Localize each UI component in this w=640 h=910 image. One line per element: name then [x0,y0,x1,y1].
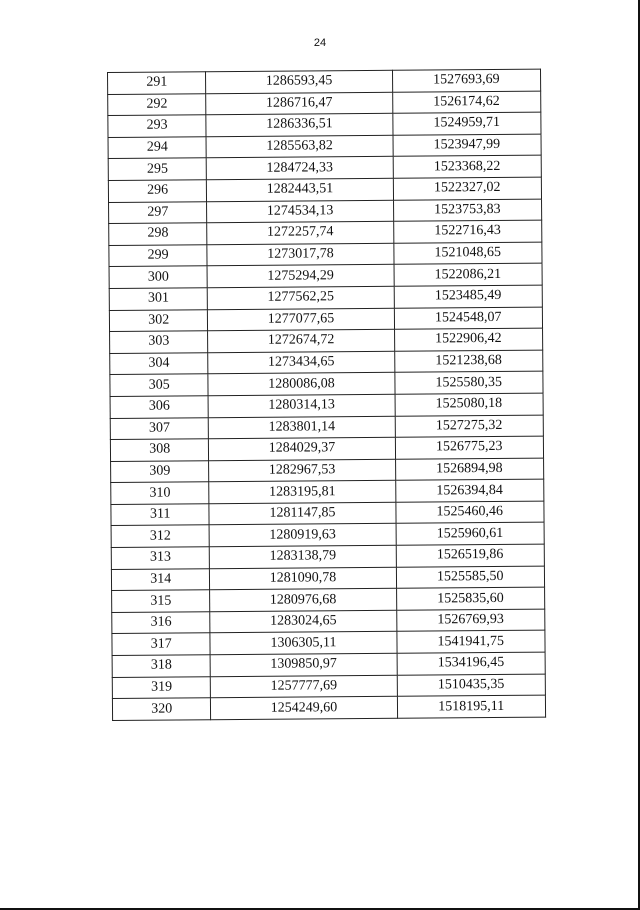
x-coordinate-cell: 1280976,68 [210,588,396,611]
point-number-cell: 300 [109,266,208,288]
x-coordinate-cell: 1285563,82 [206,135,392,158]
y-coordinate-cell: 1525835,60 [396,587,545,610]
y-coordinate-cell: 1518195,11 [397,695,546,718]
y-coordinate-cell: 1526775,23 [395,436,544,459]
point-number-cell: 291 [108,72,207,94]
y-coordinate-cell: 1541941,75 [396,631,545,654]
x-coordinate-cell: 1282443,51 [207,178,393,201]
y-coordinate-cell: 1525460,46 [395,501,544,524]
point-number-cell: 311 [111,504,210,526]
x-coordinate-cell: 1283024,65 [210,610,396,633]
point-number-cell: 320 [112,698,211,720]
y-coordinate-cell: 1522716,43 [393,220,542,243]
y-coordinate-cell: 1523753,83 [393,199,542,222]
y-coordinate-cell: 1523368,22 [393,155,542,178]
y-coordinate-cell: 1522327,02 [393,177,542,200]
y-coordinate-cell: 1523485,49 [394,285,543,308]
x-coordinate-cell: 1272674,72 [208,329,394,352]
point-number-cell: 308 [110,439,209,461]
x-coordinate-cell: 1273017,78 [207,243,393,266]
y-coordinate-cell: 1522086,21 [394,263,543,286]
x-coordinate-cell: 1283195,81 [209,481,395,504]
point-number-cell: 301 [109,288,208,310]
point-number-cell: 306 [110,396,209,418]
x-coordinate-cell: 1284029,37 [209,437,395,460]
x-coordinate-cell: 1272257,74 [207,221,393,244]
point-number-cell: 296 [108,180,207,202]
y-coordinate-cell: 1526174,62 [392,91,541,114]
x-coordinate-cell: 1277562,25 [208,286,394,309]
point-number-cell: 304 [110,352,209,374]
x-coordinate-cell: 1280314,13 [208,394,394,417]
y-coordinate-cell: 1525080,18 [395,393,544,416]
x-coordinate-cell: 1273434,65 [208,351,394,374]
point-number-cell: 307 [110,417,209,439]
x-coordinate-cell: 1280086,08 [208,373,394,396]
point-number-cell: 314 [111,568,210,590]
y-coordinate-cell: 1525585,50 [396,566,545,589]
y-coordinate-cell: 1524959,71 [392,112,541,135]
x-coordinate-cell: 1274534,13 [207,200,393,223]
point-number-cell: 318 [112,655,211,677]
x-coordinate-cell: 1280919,63 [209,524,395,547]
x-coordinate-cell: 1284724,33 [207,157,393,180]
point-number-cell: 305 [110,374,209,396]
y-coordinate-cell: 1525580,35 [394,371,543,394]
x-coordinate-cell: 1254249,60 [211,696,397,719]
y-coordinate-cell: 1510435,35 [397,674,546,697]
y-coordinate-cell: 1527275,32 [395,415,544,438]
point-number-cell: 315 [112,590,211,612]
x-coordinate-cell: 1286593,45 [206,70,392,93]
page-number: 24 [313,37,327,49]
y-coordinate-cell: 1521048,65 [393,242,542,265]
point-number-cell: 297 [109,201,208,223]
point-number-cell: 316 [112,612,211,634]
point-number-cell: 294 [108,137,207,159]
point-number-cell: 293 [108,115,207,137]
x-coordinate-cell: 1275294,29 [207,265,393,288]
y-coordinate-cell: 1526394,84 [395,479,544,502]
point-number-cell: 319 [112,676,211,698]
y-coordinate-cell: 1522906,42 [394,328,543,351]
point-number-cell: 313 [111,547,210,569]
x-coordinate-cell: 1306305,11 [210,632,396,655]
y-coordinate-cell: 1526894,98 [395,458,544,481]
x-coordinate-cell: 1281090,78 [210,567,396,590]
point-number-cell: 310 [111,482,210,504]
point-number-cell: 312 [111,525,210,547]
y-coordinate-cell: 1524548,07 [394,307,543,330]
point-number-cell: 292 [108,93,207,115]
point-number-cell: 309 [111,460,210,482]
x-coordinate-cell: 1283138,79 [210,545,396,568]
point-number-cell: 317 [112,633,211,655]
x-coordinate-cell: 1257777,69 [211,675,397,698]
x-coordinate-cell: 1282967,53 [209,459,395,482]
point-number-cell: 303 [110,331,209,353]
x-coordinate-cell: 1286716,47 [206,92,392,115]
y-coordinate-cell: 1527693,69 [392,69,541,92]
x-coordinate-cell: 1277077,65 [208,308,394,331]
y-coordinate-cell: 1523947,99 [393,134,542,157]
y-coordinate-cell: 1526519,86 [396,544,545,567]
coordinates-table [107,69,546,721]
y-coordinate-cell: 1526769,93 [396,609,545,632]
x-coordinate-cell: 1283801,14 [209,416,395,439]
point-number-cell: 295 [108,158,207,180]
y-coordinate-cell: 1534196,45 [397,652,546,675]
x-coordinate-cell: 1286336,51 [206,113,392,136]
y-coordinate-cell: 1521238,68 [394,350,543,373]
table-row [112,695,545,720]
x-coordinate-cell: 1281147,85 [209,502,395,525]
point-number-cell: 302 [109,309,208,331]
point-number-cell: 298 [109,223,208,245]
y-coordinate-cell: 1525960,61 [396,523,545,546]
coordinates-table-body [108,69,546,720]
point-number-cell: 299 [109,244,208,266]
x-coordinate-cell: 1309850,97 [211,653,397,676]
